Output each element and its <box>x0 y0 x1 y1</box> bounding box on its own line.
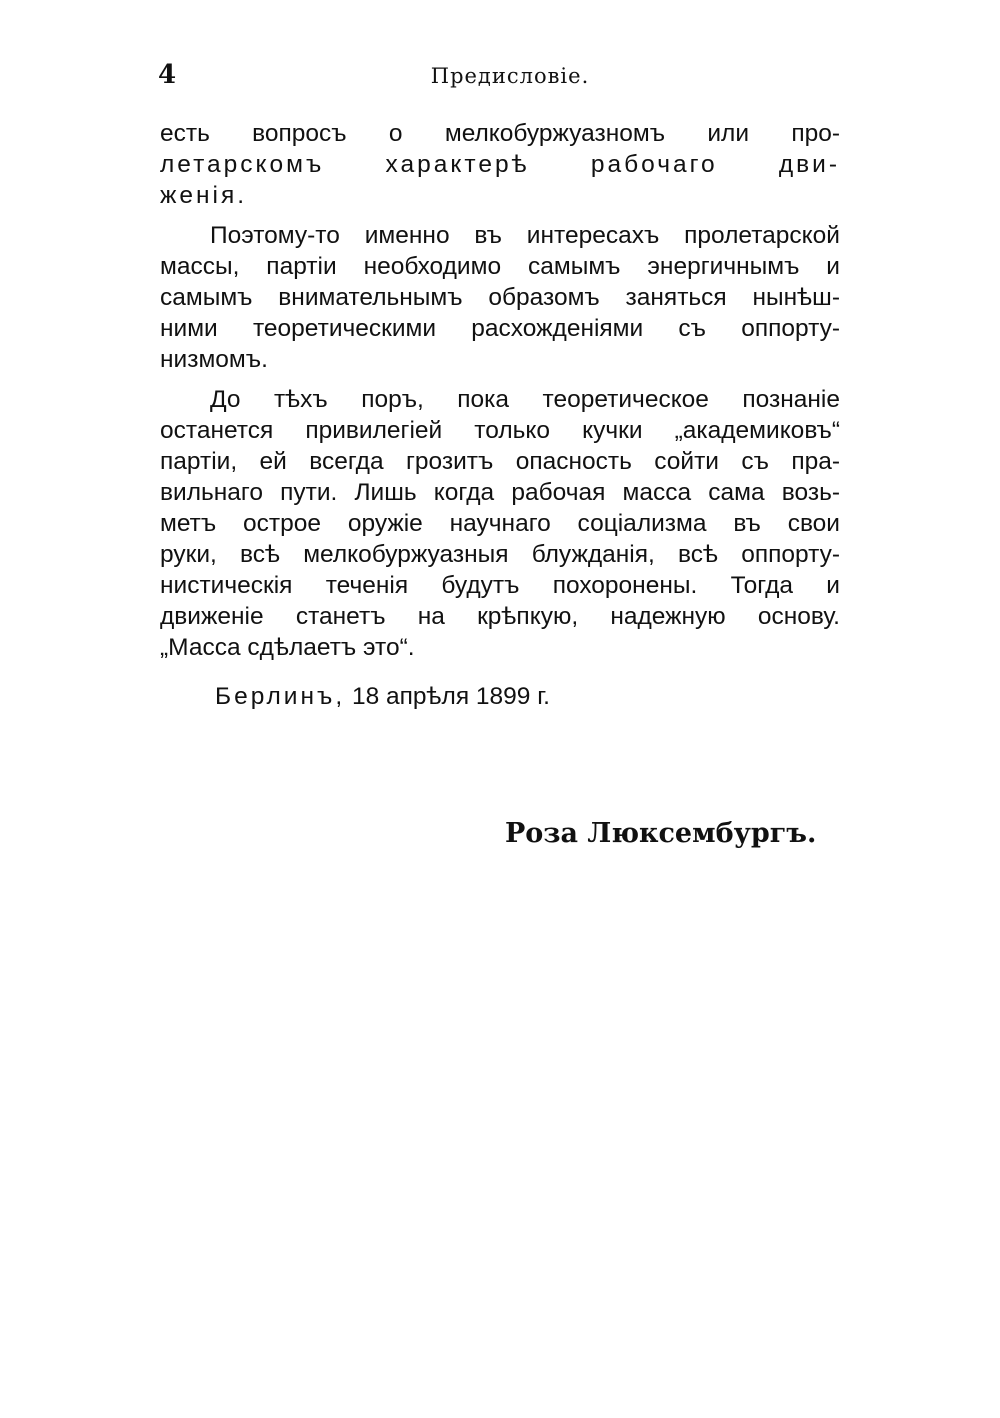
text-line: Поэтому-то именно въ интересахъ пролетарской <box>210 222 840 249</box>
text-line: женія. <box>160 182 248 209</box>
text-line: движеніе станетъ на крѣпкую, надежную основу. <box>160 603 840 630</box>
author-signature: Роза Люксембургъ. <box>505 818 817 849</box>
text-line: До тѣхъ поръ, пока теоретическое познаніе <box>210 386 840 413</box>
paragraph-2 <box>160 220 840 375</box>
text-line: вильнаго пути. Лишь когда рабочая масса сама возь- <box>160 479 840 506</box>
body-text <box>160 118 840 672</box>
text-line: ними теоретическими расхожденіями съ оппорту- <box>160 315 840 342</box>
text-line: низмомъ. <box>160 346 268 373</box>
running-title: Предисловіе. <box>430 64 590 88</box>
paragraph-3 <box>160 384 840 663</box>
page-number: 4 <box>158 60 177 90</box>
text-line: метъ острое оружіе научнаго соціализма въ свои <box>160 510 840 537</box>
text-line: есть вопросъ о мелкобуржуазномъ или про- <box>160 120 840 147</box>
text-line: „Масса сдѣлаетъ это“. <box>160 634 415 661</box>
dateline-date: 18 апрѣля 1899 г. <box>351 683 550 710</box>
text-line: массы, партіи необходимо самымъ энергичнымъ и <box>160 253 840 280</box>
text-line: останется привилегіей только кучки „академиковъ“ <box>160 417 840 444</box>
paragraph-1 <box>160 118 840 211</box>
dateline-city: Берлинъ, <box>215 683 346 710</box>
text-line: нистическія теченія будутъ похоронены. Тогда и <box>160 572 840 599</box>
text-line: летарскомъ характерѣ рабочаго дви- <box>160 151 840 178</box>
text-line: самымъ внимательнымъ образомъ заняться нынѣш- <box>160 284 840 311</box>
text-line: партіи, ей всегда грозитъ опасность сойти съ пра- <box>160 448 840 475</box>
dateline <box>215 683 550 711</box>
text-line: руки, всѣ мелкобуржуазныя блужданія, всѣ оппорту- <box>160 541 840 568</box>
